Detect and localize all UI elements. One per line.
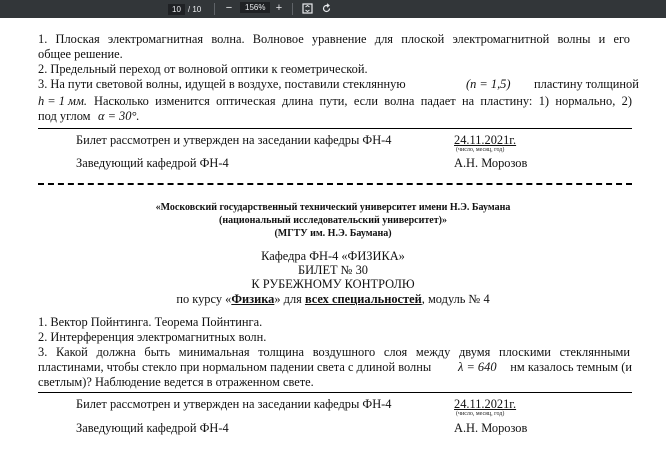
formula-n: (n = 1,5) (466, 77, 511, 91)
formula-h: h = 1 мм. (38, 94, 87, 108)
approval-date: 24.11.2021г. (454, 397, 517, 411)
divider (38, 128, 632, 129)
formula-lambda: λ = 640 (458, 360, 497, 374)
control-title: К РУБЕЖНОМУ КОНТРОЛЮ (251, 277, 415, 291)
approval-text: Билет рассмотрен и утвержден на заседании кафедры ФН-4 (76, 397, 392, 411)
zoom-out-button[interactable]: − (225, 2, 233, 14)
cut-line (38, 183, 632, 185)
question-3-line-2c: нм казалось темным (и (510, 360, 632, 374)
toolbar-divider (292, 3, 293, 15)
department-title: Кафедра ФН-4 «ФИЗИКА» (261, 249, 405, 263)
document-page (0, 18, 666, 464)
course-prefix: по курсу « (176, 292, 232, 306)
rotate-button[interactable] (319, 1, 333, 16)
page-number-input[interactable]: 10 (168, 4, 185, 15)
question-3-line-1a: 3. На пути световой волны, идущей в воздухе, поставили стеклянную (38, 77, 406, 91)
question-3-line-1c: пластину толщиной (534, 77, 639, 91)
zoom-level-input[interactable]: 156% (240, 2, 270, 13)
page-indicator (168, 2, 201, 16)
question-3-line-3a: под углом (38, 109, 91, 123)
head-of-department: Заведующий кафедрой ФН-4 (76, 156, 229, 170)
formula-alpha: α = 30°. (98, 109, 140, 123)
rotate-icon (321, 3, 332, 14)
university-status: (национальный исследовательский университет)» (219, 215, 447, 226)
question-3-line-1: 3. Какой должна быть минимальная толщина воздушного слоя между двумя плоскими стеклянными (38, 345, 630, 359)
date-hint: (число, месяц, год) (456, 147, 505, 153)
university-name: «Московский государственный технический университет имени Н.Э. Баумана (155, 202, 511, 213)
question-1: 1. Вектор Пойнтинга. Теорема Пойнтинга. (38, 315, 263, 329)
question-2: 2. Предельный переход от волновой оптики к геометрической. (38, 62, 368, 76)
head-name: А.Н. Морозов (454, 156, 528, 170)
approval-text: Билет рассмотрен и утвержден на заседании кафедры ФН-4 (76, 133, 392, 147)
page-total: / 10 (187, 4, 202, 14)
course-module: , модуль № 4 (421, 292, 490, 306)
question-3-line-3: светлым)? Наблюдение ведется в отраженном свете. (38, 375, 314, 389)
divider (38, 392, 632, 393)
question-1-line-2: общее решение. (38, 47, 123, 61)
pdf-toolbar (0, 0, 666, 18)
course-line (0, 292, 666, 307)
course-specialities: всех специальностей (304, 292, 422, 306)
date-hint: (число, месяц, год) (456, 411, 505, 417)
fit-page-icon (302, 3, 313, 14)
zoom-in-button[interactable]: + (275, 2, 283, 14)
ticket-number: БИЛЕТ № 30 (297, 263, 368, 277)
head-name: А.Н. Морозов (454, 421, 528, 435)
question-3-line-2b: Насколько изменится оптическая длина пути, если волна падает на пластину: 1) нормально, 2) (94, 94, 632, 108)
question-3-line-2a: пластинами, чтобы стекло при нормальном падении света с длиной волны (38, 360, 432, 374)
approval-date: 24.11.2021г. (454, 133, 517, 147)
question-1-line-1: 1. Плоская электромагнитная волна. Волновое уравнение для плоской электромагнитной волны и его (38, 32, 630, 46)
course-for: » для (274, 292, 305, 306)
question-2: 2. Интерференция электромагнитных волн. (38, 330, 267, 344)
head-of-department: Заведующий кафедрой ФН-4 (76, 421, 229, 435)
toolbar-divider (214, 3, 215, 15)
course-name: Физика (231, 292, 275, 306)
university-abbr: (МГТУ им. Н.Э. Баумана) (274, 228, 392, 239)
fit-to-page-button[interactable] (300, 1, 314, 16)
